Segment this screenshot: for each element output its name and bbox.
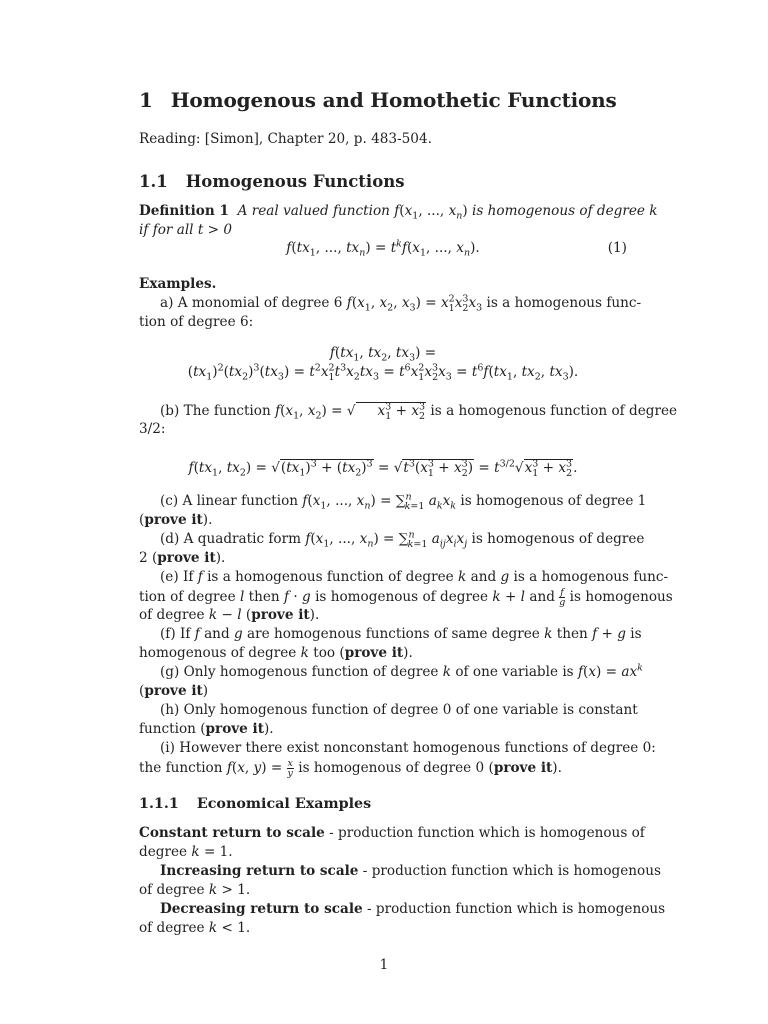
example-a-equation-1: $f(tx_1$, $tx_2$, $tx_3$) = <box>329 345 437 364</box>
example-h-line-2: function (prove it). <box>139 721 274 737</box>
example-i-line-1: (i) However there exist nonconstant homogenous functions of degree 0: <box>160 740 656 756</box>
subsection-title-text: Homogenous Functions <box>185 172 405 191</box>
section-title-text: Homogenous and Homothetic Functions <box>170 88 617 112</box>
example-d-line-2: 2 (prove it). <box>139 550 226 566</box>
example-b-line-2: 3/2: <box>139 421 166 437</box>
constant-return-line-1: Constant return to scale - production function which is homogenous of <box>139 825 645 841</box>
increasing-return-line-2: of degree k > 1. <box>139 882 251 898</box>
example-f-line-1: (f) If f and g are homogenous functions of same degree k then f + g is <box>160 626 642 642</box>
definition-line-1: Definition 1 A real valued function $f(x_1$, ..., $x_n$) is homogenous of degree k <box>139 203 658 222</box>
example-e-line-1: (e) If f is a homogenous function of degree k and g is a homogenous func- <box>160 569 669 585</box>
reading-note: Reading: [Simon], Chapter 20, p. 483-504. <box>139 131 432 147</box>
page-number: 1 <box>379 957 389 973</box>
example-a-line-2: tion of degree 6: <box>139 314 254 330</box>
subsubsection-title <box>139 796 371 812</box>
constant-return-line-2: degree k = 1. <box>139 844 233 860</box>
example-f-line-2: homogenous of degree k too (prove it). <box>139 645 413 661</box>
constant-return-term: Constant return to scale <box>139 825 325 841</box>
example-c-line-1: (c) A linear function $f(x_1$, ..., $x_n) = \sum^n_{k=1}$ $a_kx_k$ is homogenous of degree 1 <box>160 491 647 512</box>
equation-number: (1) <box>607 240 627 256</box>
subsection-number: 1.1 <box>139 172 168 191</box>
example-b-line-1: (b) The function $f(x_1$, $x_2$) = √ $x^3_1 + x^3_2$ is a homogenous function of degree <box>160 401 678 422</box>
definition-label: Definition 1 <box>139 203 229 219</box>
definition-equation: $f(tx_1$, ..., $tx_n) = t^kf(x_1$, ..., $x_n$). (1) <box>286 238 627 259</box>
increasing-return-line-1: Increasing return to scale - production function which is homogenous <box>160 863 661 879</box>
subsubsection-number: 1.1.1 <box>139 796 179 812</box>
definition-text: A real valued function <box>237 203 390 219</box>
definition-line-2: if for all t > 0 <box>139 222 232 238</box>
example-h-line-1: (h) Only homogenous function of degree 0 of one variable is constant <box>160 702 638 718</box>
decreasing-return-term: Decreasing return to scale <box>160 901 363 917</box>
example-g-line-1: (g) Only homogenous function of degree k of one variable is $f(x) = ax^k$ <box>160 662 643 680</box>
decreasing-return-line-2: of degree k < 1. <box>139 920 251 936</box>
section-title <box>139 88 617 112</box>
subsection-title <box>139 172 405 191</box>
example-c-line-2: (prove it). <box>139 512 213 528</box>
subsubsection-title-text: Economical Examples <box>196 796 372 812</box>
section-number: 1 <box>139 88 153 112</box>
example-i-line-2: the function f(x, y) = $\frac{x}{y}$ is homogenous of degree 0 (prove it). <box>139 758 562 779</box>
example-e-line-2: tion of degree l then f · g is homogenous of degree k + l and $\frac{f}{g}$ is homogenous <box>139 587 673 608</box>
example-d-line-1: (d) A quadratic form $f(x_1$, ..., $x_n) = \sum^n_{k=1}$ $a_{ij}x_ix_j$ is homogenous of degree <box>160 529 645 550</box>
examples-heading: Examples. <box>139 276 217 292</box>
example-b-equation: $f(tx_1$, $tx_2) = √(tx_1)^3 + (tx_2)^3 = √t^3(x^3_1 + x^3_2) = t^{3/2}√x^3_1 + x^3_2$. <box>188 458 578 479</box>
decreasing-return-line-1: Decreasing return to scale - production function which is homogenous <box>160 901 666 917</box>
example-g-line-2: (prove it) <box>139 683 209 699</box>
increasing-return-term: Increasing return to scale <box>160 863 359 879</box>
example-a-equation-2: $(tx_1)^2(tx_2)^3(tx_3) = t^2x^2_1t^3x_2tx_3 = t^6x^2_1x^3_2x_3 = t^6f(tx_1$, $tx_2$, $tx_3$). <box>187 362 579 383</box>
example-a-line-1: a) A monomial of degree 6 $f(x_1$, $x_2$, $x_3) = x^2_1x^3_2x_3$ is a homogenous func- <box>160 293 642 314</box>
example-e-line-3: of degree k − l (prove it). <box>139 607 320 623</box>
definition-text-b: is homogenous of degree k <box>472 203 658 219</box>
